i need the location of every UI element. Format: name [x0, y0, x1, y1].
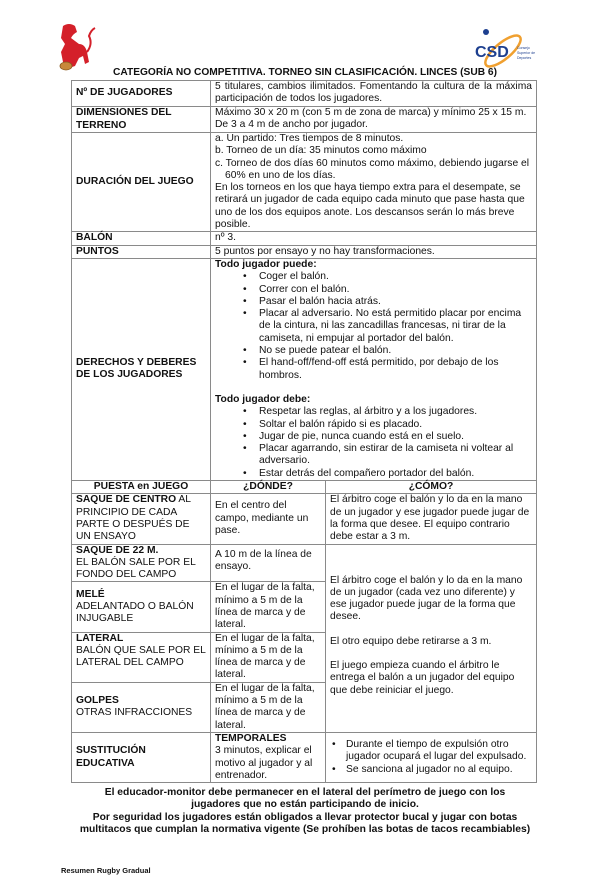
puede-heading: Todo jugador puede:	[215, 258, 317, 270]
list-item: • Soltar el balón rápido si es placado.	[243, 419, 532, 431]
donde-sustitucion	[211, 732, 326, 782]
note-1: El educador-monitor debe permanecer en el lateral del perímetro de juego con los jugadores que no están participando de inicio.	[104, 787, 506, 811]
label-golpes	[72, 682, 211, 732]
label-bold: MELÉ	[76, 588, 105, 600]
value-jugadores: 5 titulares, cambios ilimitados. Fomentando la cultura de la máxima participación de todos los jugadores.	[211, 81, 537, 107]
list-item: • Respetar las reglas, al árbitro y a los jugadores.	[243, 406, 532, 418]
list-item: • Estar detrás del compañero portador del balón.	[243, 468, 532, 480]
list-item: • Se sanciona al jugador no al equipo.	[330, 764, 532, 776]
svg-text:CSD: CSD	[475, 44, 509, 61]
label-bold: SAQUE DE CENTRO	[76, 494, 177, 506]
debe-list	[215, 406, 532, 480]
row-jugadores	[72, 81, 537, 107]
svg-text:Deportes: Deportes	[517, 56, 532, 60]
como-shared-3: El juego empieza cuando el árbitro le entrega el balón a un jugador del equipo que debe reiniciar el juego.	[330, 659, 515, 696]
label-bold: SAQUE DE 22 M.	[76, 544, 159, 556]
como-sustitucion	[326, 732, 537, 782]
row-balon	[72, 232, 537, 245]
donde-saque-centro: En el centro del campo, mediante un pase.	[211, 494, 326, 544]
svg-text:Consejo: Consejo	[517, 46, 530, 50]
list-item: • El hand-off/fend-off está permitido, por debajo de los hombros.	[243, 357, 532, 382]
como-shared-1: El árbitro coge el balón y lo da en la mano de un jugador (cada vez uno diferente) y ese jugador puede jugar de la forma que desee.	[330, 574, 523, 623]
label-dimensiones: DIMENSIONES DEL TERRENO	[72, 107, 211, 133]
row-puntos	[72, 245, 537, 258]
label-mele	[72, 582, 211, 632]
row-sustitucion	[72, 732, 537, 782]
donde-text: 3 minutos, explicar el motivo al jugador y al entrenador.	[215, 745, 313, 781]
page-title: CATEGORÍA NO COMPETITIVA. TORNEO SIN CLASIFICACIÓN. LINCES (SUB 6)	[113, 67, 497, 78]
rules-table	[71, 80, 537, 783]
header-puesta: PUESTA en JUEGO	[72, 481, 211, 494]
note-2: Por seguridad los jugadores están obligados a llevar protector bucal y jugar con botas multitacos que cumplan la normativa vigente (Se prohíben las botas de tacos recambiables)	[79, 811, 531, 836]
label-rest: ADELANTADO O BALÓN INJUGABLE	[76, 600, 194, 625]
safety-notes	[40, 787, 570, 837]
label-bold: LATERAL	[76, 632, 124, 644]
svg-text:Superior de: Superior de	[517, 51, 536, 55]
label-rest: AL PRINCIPIO DE CADA PARTE O DESPUÉS DE UN ENSAYO	[76, 494, 191, 543]
sustitucion-list	[330, 739, 532, 776]
donde-lateral: En el lugar de la falta, mínimo a 5 m de la línea de marca y de lateral.	[211, 632, 326, 682]
header-como: ¿CÓMO?	[326, 481, 537, 494]
value-balon: nº 3.	[211, 232, 537, 245]
row-saque-centro	[72, 494, 537, 544]
label-lateral	[72, 632, 211, 682]
label-puntos: PUNTOS	[72, 245, 211, 258]
puesta-header-row	[72, 481, 537, 494]
debe-heading: Todo jugador debe:	[215, 393, 311, 405]
list-item: • Jugar de pie, nunca cuando está en el suelo.	[243, 431, 532, 443]
value-dimensiones: Máximo 30 x 20 m (con 5 m de zona de marca) y mínimo 25 x 15 m. De 3 a 4 m de ancho por jugador.	[211, 107, 537, 133]
list-item: • Durante el tiempo de expulsión otro jugador ocupará el lugar del expulsado.	[330, 739, 532, 764]
row-saque-22	[72, 544, 537, 582]
label-rest: BALÓN QUE SALE POR EL LATERAL DEL CAMPO	[76, 644, 206, 669]
label-derechos: DERECHOS Y DEBERES DE LOS JUGADORES	[72, 258, 211, 480]
csd-logo-icon	[473, 25, 543, 71]
label-saque-centro	[72, 494, 211, 544]
donde-golpes: En el lugar de la falta, mínimo a 5 m de la línea de marca y de lateral.	[211, 682, 326, 732]
list-item: • Placar al adversario. No está permitido placar por encima de la cintura, ni las zancadillas francesas, ni tirar de la camiseta, ni empujar al portador del balón.	[243, 308, 532, 345]
label-rest: OTRAS INFRACCIONES	[76, 707, 193, 719]
puede-list	[215, 271, 532, 382]
row-derechos	[72, 258, 537, 480]
label-jugadores: Nº DE JUGADORES	[72, 81, 211, 107]
list-item: • No se puede patear el balón.	[243, 345, 532, 357]
label-rest: EL BALÓN SALE POR EL FONDO DEL CAMPO	[76, 556, 196, 581]
row-dimensiones	[72, 107, 537, 133]
label-balon: BALÓN	[72, 232, 211, 245]
donde-saque-22: A 10 m de la línea de ensayo.	[211, 544, 326, 582]
value-puntos: 5 puntos por ensayo y no hay transformaciones.	[211, 245, 537, 258]
label-saque-22	[72, 544, 211, 582]
donde-mele: En el lugar de la falta, mínimo a 5 m de la línea de marca y de lateral.	[211, 582, 326, 632]
row-duracion	[72, 133, 537, 232]
value-duracion	[211, 133, 537, 232]
duracion-extra: En los torneos en los que haya tiempo extra para el desempate, se retirará un jugador de cada equipo cada minuto que pase hasta que uno de los dos equipos anote. Los descansos serán lo más breve posible.	[215, 182, 525, 231]
value-derechos	[211, 258, 537, 480]
footer-label: Resumen Rugby Gradual	[61, 866, 151, 875]
list-item: • Placar agarrando, sin estirar de la camiseta ni voltear al adversario.	[243, 443, 532, 468]
label-sustitucion: SUSTITUCIÓN EDUCATIVA	[72, 732, 211, 782]
label-bold: GOLPES	[76, 695, 119, 707]
list-item: • Pasar el balón hacia atrás.	[243, 296, 532, 308]
como-shared	[326, 544, 537, 732]
duracion-item: b. Torneo de un día: 35 minutos como máximo	[215, 145, 427, 157]
label-duracion: DURACIÓN DEL JUEGO	[72, 133, 211, 232]
header-donde: ¿DÓNDE?	[211, 481, 326, 494]
duracion-item: c. Torneo de dos días 60 minutos como máximo, debiendo jugarse el 60% en uno de los días.	[215, 157, 530, 181]
como-saque-centro: El árbitro coge el balón y lo da en la mano de un jugador y ese jugador puede jugar de la forma que desee. El equipo contrario debe estar a 3 m.	[326, 494, 537, 544]
como-shared-2: El otro equipo debe retirarse a 3 m.	[330, 635, 492, 647]
lion-rugby-logo-icon	[55, 22, 97, 72]
duracion-item: a. Un partido: Tres tiempos de 8 minutos.	[215, 133, 404, 144]
list-item: • Coger el balón.	[243, 271, 532, 283]
list-item: • Correr con el balón.	[243, 284, 532, 296]
donde-bold: TEMPORALES	[215, 732, 287, 744]
